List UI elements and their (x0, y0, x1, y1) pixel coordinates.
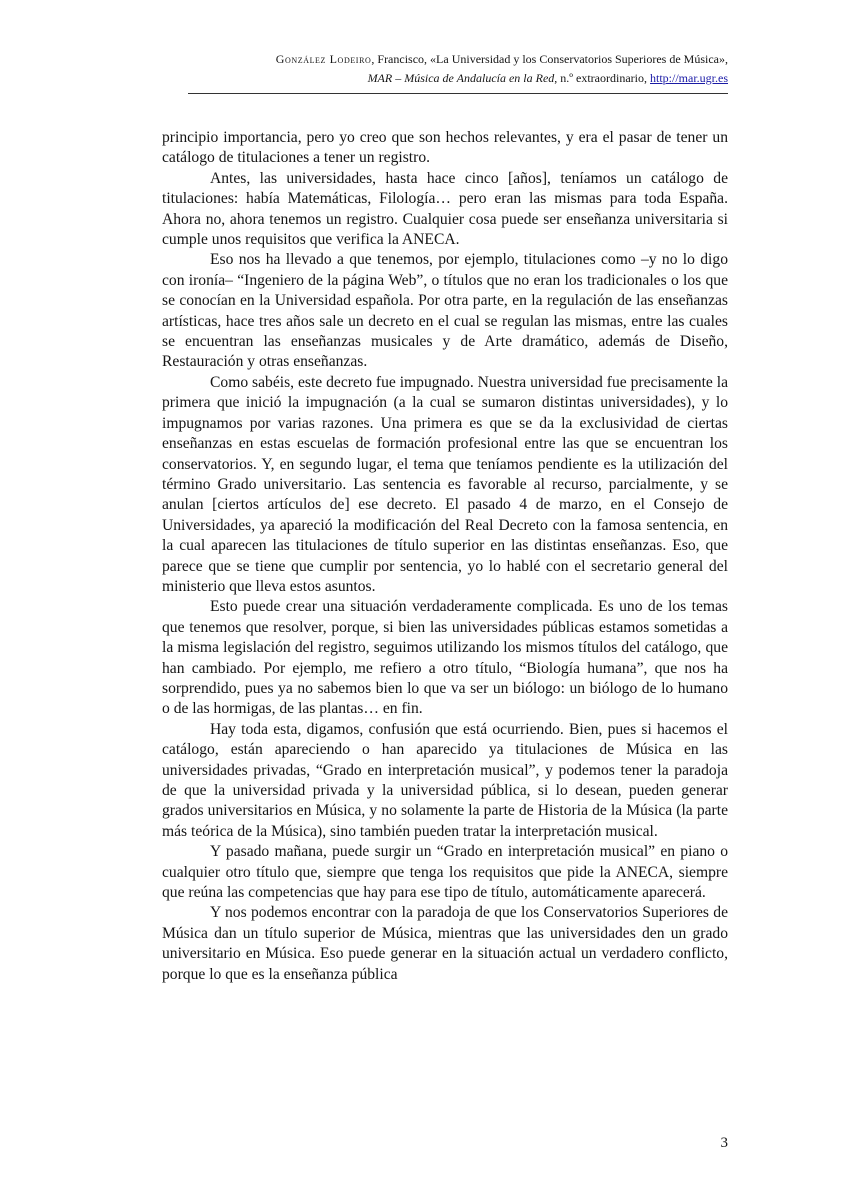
paragraph-7: Y pasado mañana, puede surgir un “Grado en interpretación musical” en piano o cualquier otro título que, siempre que tenga los requisitos que pide la ANECA, siempre que reúna las competencias que hay para ese tipo de título, automáticamente aparecerá. (162, 843, 728, 902)
header-citation: , Francisco, «La Universidad y los Conservatorios Superiores de Música», (371, 52, 728, 66)
paragraph-6: Hay toda esta, digamos, confusión que está ocurriendo. Bien, pues si hacemos el catálogo, están apareciendo o han aparecido ya titulaciones de Música en las universidades privadas, “Grado en interpretación musical”, y podemos tener la paradoja de que la universidad privada y la universidad pública, si lo desean, pueden generar grados universitarios en Música, y no solamente la parte de Historia de la Música (la parte más teórica de la Música), sino también pueden tratar la interpretación musical. (162, 720, 728, 840)
paragraph-5: Esto puede crear una situación verdaderamente complicada. Es uno de los temas que tenemos que resolver, porque, si bien las universidades públicas estamos sometidas a la misma legislación del registro, seguimos utilizando los mismos títulos del catálogo, que han cambiado. Por ejemplo, me refiero a otro título, “Biología humana”, que nos ha sorprendido, pues ya no sabemos bien lo que va ser un biólogo: un biólogo de lo humano o de las hormigas, de las plantas… en fin. (162, 598, 728, 718)
page-number: 3 (720, 1135, 728, 1151)
paragraph-2: Antes, las universidades, hasta hace cinco [años], teníamos un catálogo de titulaciones: había Matemáticas, Filología… pero eran las mismas para toda España. Ahora no, ahora tenemos un registro. Cualquier cosa puede ser enseñanza universitaria si cumple unos requisitos que verifica la ANECA. (162, 169, 728, 249)
header-rule (188, 93, 728, 94)
paragraph-3: Eso nos ha llevado a que tenemos, por ejemplo, titulaciones como –y no lo digo con ironía– “Ingeniero de la página Web”, o títulos que no eran los tradicionales o los que se conocían en la Universidad española. Por otra parte, en la regulación de las enseñanzas artísticas, hace tres años sale un decreto en el cual se regulan las mismas, entre las cuales se encuentran las enseñanzas musicales y de Arte dramático, además de Diseño, Restauración y otras enseñanzas. (162, 251, 728, 371)
paragraph-1: principio importancia, pero yo creo que son hechos relevantes, y era el pasar de tener un catálogo de titulaciones a tener un registro. (162, 129, 728, 167)
paragraph-4: Como sabéis, este decreto fue impugnado. Nuestra universidad fue precisamente la primera que inició la impugnación (a la cual se sumaron distintas universidades), y lo impugnamos por varias razones. Una primera es que se da la exclusividad de ciertas enseñanzas en estas escuelas de formación profesional entre las que se encuentran los conservatorios. Y, en segundo lugar, el tema que teníamos pendiente es la utilización del término Grado universitario. Las sentencia es favorable al recurso, parcialmente, y se anulan [ciertos artículos de] ese decreto. El pasado 4 de marzo, en el Consejo de Universidades, ya apareció la modificación del Real Decreto con la famosa sentencia, en la cual aparecen las titulaciones de título superior en las distintas enseñanzas. Eso, que parece que se tiene que cumplir por sentencia, yo lo hablé con el secretario general del ministerio que lleva estos asuntos. (162, 373, 728, 595)
paragraph-8: Y nos podemos encontrar con la paradoja de que los Conservatorios Superiores de Música dan un título superior de Música, mientras que las universidades den un grado universitario en Música. Eso puede generar en la situación actual un verdadero conflicto, porque lo que es la enseñanza pública (162, 904, 728, 983)
article-body (162, 128, 728, 985)
header-issue: , n.º extraordinario, (554, 71, 650, 85)
running-header (276, 50, 728, 88)
header-journal: MAR – Música de Andalucía en la Red (367, 71, 555, 85)
header-line-1 (276, 50, 728, 69)
header-url-link[interactable]: http://mar.ugr.es (650, 71, 728, 85)
header-line-2 (276, 69, 728, 88)
header-author: González Lodeiro (275, 52, 372, 66)
